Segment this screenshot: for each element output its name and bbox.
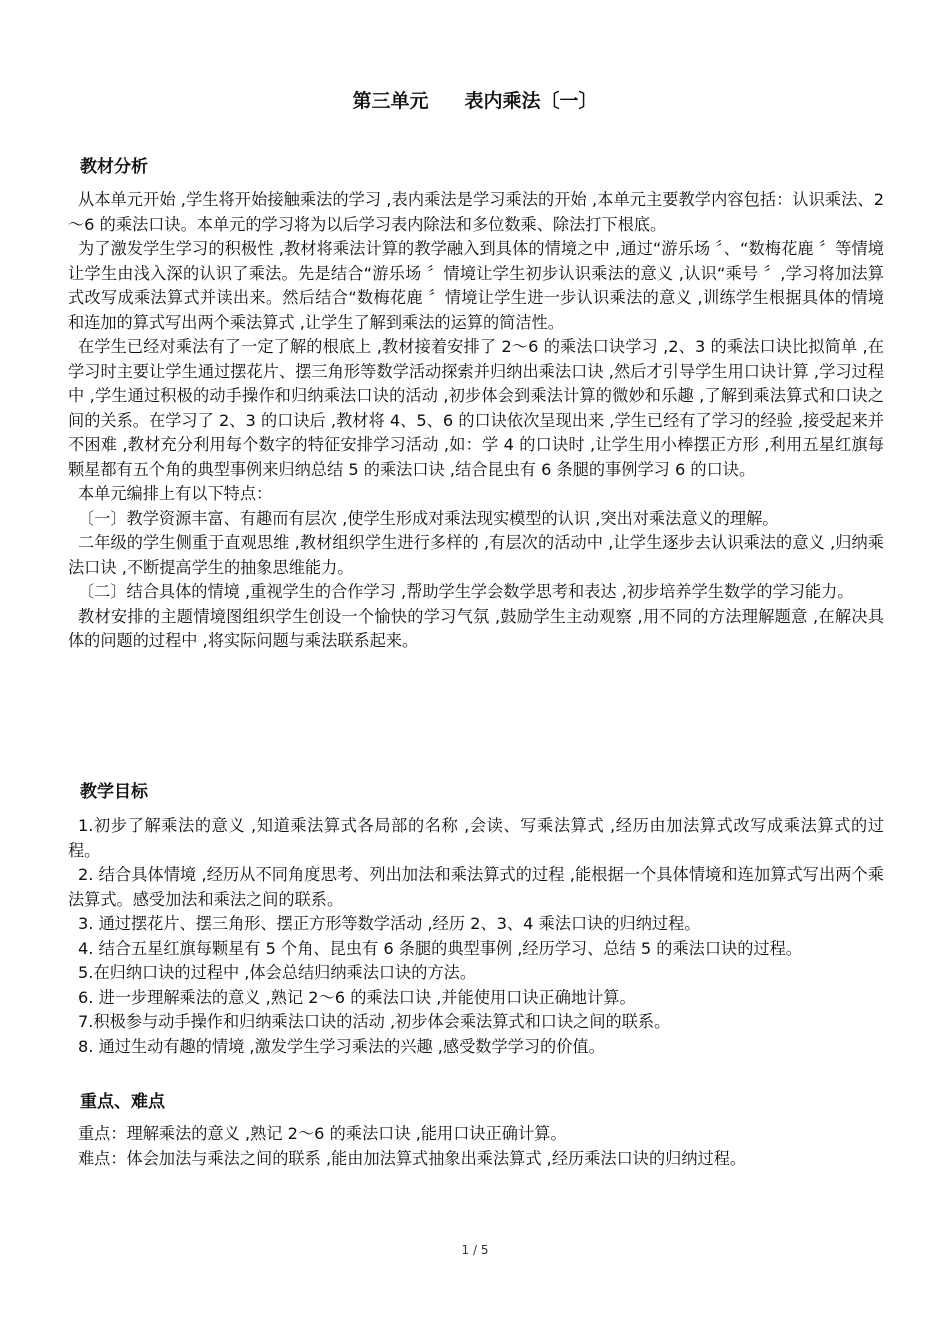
section-heading-objectives: 教学目标 (80, 782, 148, 802)
difficult-point: 难点：体会加法与乘法之间的联系 ,能由加法算式抽象出乘法算式 ,经历乘法口诀的归纳过程。 (78, 1148, 747, 1168)
objective-item: 6. 进一步理解乘法的意义 ,熟记 2～6 的乘法口诀 ,并能使用口诀正确地计算。 (78, 987, 636, 1007)
objective-item: 2. 结合具体情境 ,经历从不同角度思考、列出加法和乘法算式的过程 ,能根据一个具体情境和连加算式写出两个乘法算式。感受加法和乘法之间的联系。 (68, 865, 884, 909)
paragraph: 为了激发学生学习的积极性 ,教材将乘法计算的教学融入到具体的情境之中 ,通过“游乐场 〞、“数梅花鹿 〞等情境让学生由浅入深的认识了乘法。先是结合“游乐场 〞情境让学生初步认识乘法的意义 ,认识“乘号 〞,学习将加法算式改写成乘法算式并读出来。然后结合“数梅花鹿 〞情境让学生进一步认识乘法的意义 ,训练学生根据具体的情境和连加的算式写出两个乘法算式 ,让学生了解到乘法的运算的简洁性。 (68, 239, 884, 332)
objective-item: 5.在归纳口诀的过程中 ,体会总结归纳乘法口诀的方法。 (78, 963, 477, 982)
page-number: 1 / 5 (461, 1243, 489, 1257)
paragraph: 本单元编排上有以下特点： (78, 484, 273, 503)
paragraph: 〔二〕结合具体的情境 ,重视学生的合作学习 ,帮助学生学会数学思考和表达 ,初步培养学生数学的学习能力。 (78, 582, 854, 601)
section-body-key-points (68, 1122, 884, 1171)
section-heading-analysis: 教材分析 (80, 157, 148, 177)
section-heading-key-points: 重点、难点 (80, 1092, 165, 1112)
objective-item: 1.初步了解乘法的意义 ,知道乘法算式各局部的名称 ,会读、写乘法算式 ,经历由加法算式改写成乘法算式的过程。 (68, 816, 884, 860)
objective-item: 3. 通过摆花片、摆三角形、摆正方形等数学活动 ,经历 2、3、4 乘法口诀的归纳过程。 (78, 914, 701, 933)
objective-item: 7.积极参与动手操作和归纳乘法口诀的活动 ,初步体会乘法算式和口诀之间的联系。 (78, 1012, 671, 1031)
section-body-analysis (68, 188, 884, 654)
paragraph: 教材安排的主题情境图组织学生创设一个愉快的学习气氛 ,鼓励学生主动观察 ,用不同的方法理解题意 ,在解决具体的问题的过程中 ,将实际问题与乘法联系起来。 (68, 606, 884, 650)
paragraph: 二年级的学生侧重于直观思维 ,教材组织学生进行多样的 ,有层次的活动中 ,让学生逐步去认识乘法的意义 ,归纳乘法口诀 ,不断提高学生的抽象思维能力。 (68, 533, 884, 577)
section-body-objectives (68, 814, 884, 1059)
objective-item: 8. 通过生动有趣的情境 ,激发学生学习乘法的兴趣 ,感受数学学习的价值。 (78, 1036, 605, 1056)
page-title (0, 86, 950, 113)
objective-item: 4. 结合五星红旗每颗星有 5 个角、昆虫有 6 条腿的典型事例 ,经历学习、总结 5 的乘法口诀的过程。 (78, 938, 802, 958)
unit-label: 第三单元 (352, 90, 429, 112)
unit-topic: 表内乘法〔一〕 (464, 90, 598, 112)
paragraph: 〔一〕教学资源丰富、有趣而有层次 ,使学生形成对乘法现实模型的认识 ,突出对乘法意义的理解。 (78, 508, 779, 528)
key-point: 重点：理解乘法的意义 ,熟记 2～6 的乘法口诀 ,能用口诀正确计算。 (78, 1124, 567, 1143)
paragraph: 从本单元开始 ,学生将开始接触乘法的学习 ,表内乘法是学习乘法的开始 ,本单元主要教学内容包括：认识乘法、2～6 的乘法口诀。本单元的学习将为以后学习表内除法和多位数乘、除法打下根底。 (68, 190, 884, 234)
paragraph: 在学生已经对乘法有了一定了解的根底上 ,教材接着安排了 2～6 的乘法口诀学习 ,2、3 的乘法口诀比拟简单 ,在学习时主要让学生通过摆花片、摆三角形等数学活动探索并归纳出乘法口诀 ,然后才引导学生用口诀计算 ,学习过程中 ,学生通过积极的动手操作和归纳乘法口诀的活动 ,初步体会到乘法计算的微妙和乐趣 ,了解到乘法算式和口诀之间的关系。在学习了 2、3 的口诀后 ,教材将 4、5、6 的口诀依次呈现出来 ,学生已经有了学习的经验 ,接受起来并不困难 ,教材充分利用每个数字的特征安排学习活动 ,如：学 4 的口诀时 ,让学生用小棒摆正方形 ,利用五星红旗每颗星都有五个角的典型事例来归纳总结 5 的乘法口诀 ,结合昆虫有 6 条腿的事例学习 6 的口诀。 (68, 337, 884, 479)
